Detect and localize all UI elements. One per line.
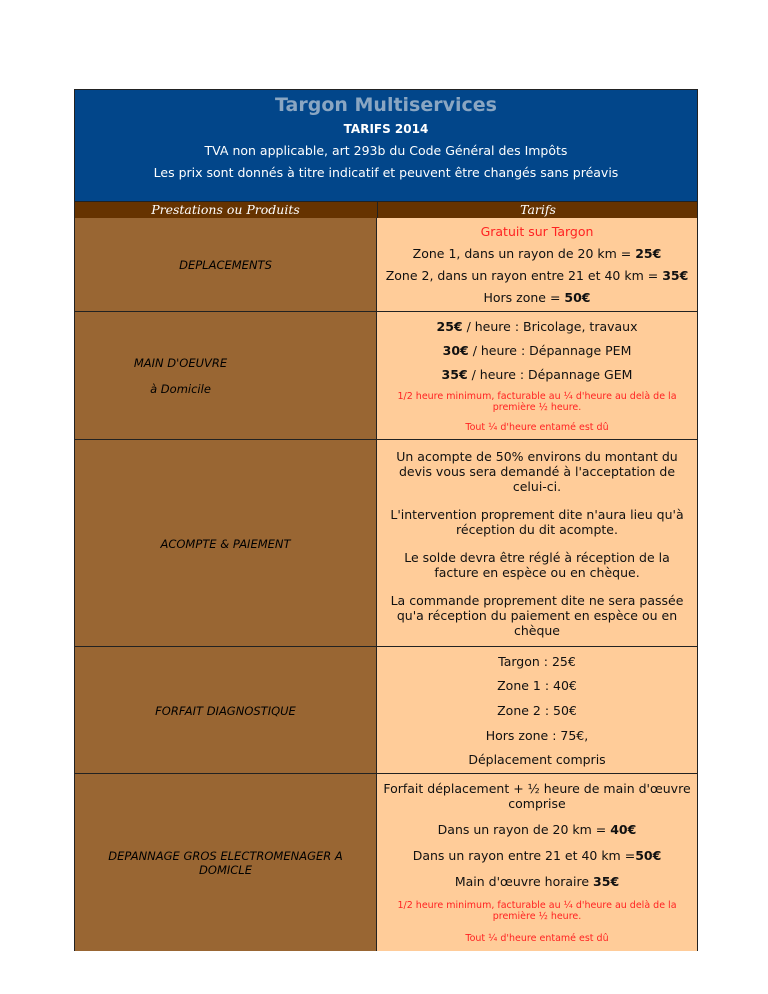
- tariff-line: [377, 593, 697, 638]
- tariff-line: [377, 343, 697, 358]
- tariff-line: [377, 367, 697, 382]
- tariff-line: [377, 449, 697, 494]
- tariff-text: La commande proprement dite ne sera passée qu'a réception du paiement en espèce ou en chèque: [390, 593, 684, 639]
- tariff-line: [377, 391, 697, 413]
- tariff-text: Hors zone : 75€,: [485, 727, 589, 743]
- service-cell: [75, 312, 377, 440]
- tariff-line: [377, 933, 697, 944]
- service-label: DEPLACEMENTS: [179, 257, 272, 272]
- price: 50€: [564, 290, 591, 306]
- tariff-cell: [377, 774, 697, 951]
- tariff-text: Dans un rayon entre 21 et 40 km =: [412, 848, 636, 864]
- price: 35€: [662, 268, 689, 284]
- service-cell: [75, 774, 377, 951]
- tariff-line: [377, 507, 697, 537]
- tariff-line: [377, 290, 697, 305]
- tariff-line: [377, 422, 697, 433]
- tariffs-subtitle: TARIFS 2014: [343, 122, 429, 136]
- tariff-text: Zone 2 : 50€: [497, 702, 577, 718]
- tariff-text: 1/2 heure minimum, facturable au ¼ d'heure au delà de la première ½ heure.: [397, 899, 677, 922]
- service-label: DEPANNAGE GROS ELECTROMENAGER A DOMICLE: [108, 848, 343, 877]
- tariff-text: L'intervention proprement dite n'aura lieu qu'à réception du dit acompte.: [390, 506, 684, 537]
- tariff-line: [377, 752, 697, 767]
- tariff-text: Tout ¼ d'heure entamé est dû: [465, 422, 609, 434]
- service-sublabel: à Domicile: [150, 382, 211, 396]
- tariff-text: 1/2 heure minimum, facturable au ¼ d'heure au delà de la première ½ heure.: [397, 391, 677, 414]
- price-notice: Les prix sont donnés à titre indicatif et peuvent être changés sans préavis: [153, 165, 619, 180]
- tariff-text: Main d'œuvre horaire: [454, 873, 594, 889]
- tariff-line: [377, 678, 697, 693]
- service-cell: [75, 440, 377, 647]
- company-title: Targon Multiservices: [275, 94, 497, 116]
- tariff-text: Forfait déplacement + ½ heure de main d'œuvre comprise: [383, 781, 691, 812]
- price: 40€: [610, 822, 637, 838]
- price: 35€: [593, 873, 620, 889]
- tariff-line: [377, 319, 697, 334]
- tariff-text: Targon : 25€: [498, 653, 576, 669]
- tariff-line: [377, 703, 697, 718]
- tariff-line: [377, 246, 697, 261]
- tariff-text: / heure : Dépannage PEM: [468, 342, 632, 358]
- tariff-text: Déplacement compris: [468, 752, 606, 768]
- tariff-line: [377, 224, 697, 239]
- tariff-line: [377, 654, 697, 669]
- service-label: FORFAIT DIAGNOSTIQUE: [155, 703, 296, 718]
- tariff-line: [377, 900, 697, 922]
- tariff-text: / heure : Dépannage GEM: [467, 366, 633, 382]
- tariff-line: [377, 822, 697, 837]
- tariff-text: Gratuit sur Targon: [480, 223, 594, 239]
- table-row: [75, 311, 697, 440]
- service-label: ACOMPTE & PAIEMENT: [160, 536, 291, 551]
- price: 30€: [442, 342, 469, 358]
- tariff-line: [377, 268, 697, 283]
- column-header-tariffs: Tarifs: [377, 202, 698, 218]
- tariff-line: [377, 550, 697, 580]
- header-banner: [75, 90, 697, 201]
- tva-note: TVA non applicable, art 293b du Code Général des Impôts: [204, 143, 568, 158]
- tariff-cell: [377, 440, 697, 647]
- tariff-text: Dans un rayon de 20 km =: [437, 822, 611, 838]
- tariff-text: Un acompte de 50% environs du montant du devis vous sera demandé à l'acceptation de celui-ci.: [396, 448, 678, 494]
- tariff-text: Tout ¼ d'heure entamé est dû: [465, 932, 609, 944]
- tariff-cell: [377, 647, 697, 774]
- column-headers: [75, 201, 697, 218]
- table-row: [75, 773, 697, 951]
- column-header-services: Prestations ou Produits: [151, 202, 300, 217]
- tariff-text: Le solde devra être réglé à réception de la facture en espèce ou en chèque.: [404, 550, 670, 581]
- tariff-text: Zone 1 : 40€: [497, 678, 577, 694]
- tariff-cell: [377, 312, 697, 440]
- service-cell: [75, 647, 377, 774]
- service-cell: [75, 218, 377, 311]
- table-row: [75, 646, 697, 774]
- tariff-text: Zone 2, dans un rayon entre 21 et 40 km =: [385, 268, 663, 284]
- tariff-text: Hors zone =: [483, 290, 565, 306]
- tariff-line: [377, 848, 697, 863]
- price: 35€: [441, 366, 468, 382]
- price: 25€: [635, 245, 662, 261]
- table-row: [75, 439, 697, 647]
- tariff-line: [377, 781, 697, 811]
- tariff-text: Zone 1, dans un rayon de 20 km =: [412, 245, 636, 261]
- price: 50€: [635, 848, 662, 864]
- service-label: MAIN D'OEUVRE: [133, 356, 228, 370]
- price: 25€: [436, 318, 463, 334]
- tariff-line: [377, 874, 697, 889]
- tariff-cell: [377, 218, 697, 311]
- table-row: [75, 218, 697, 311]
- tariff-text: / heure : Bricolage, travaux: [462, 318, 638, 334]
- tariff-line: [377, 728, 697, 743]
- tariff-table: [74, 89, 698, 951]
